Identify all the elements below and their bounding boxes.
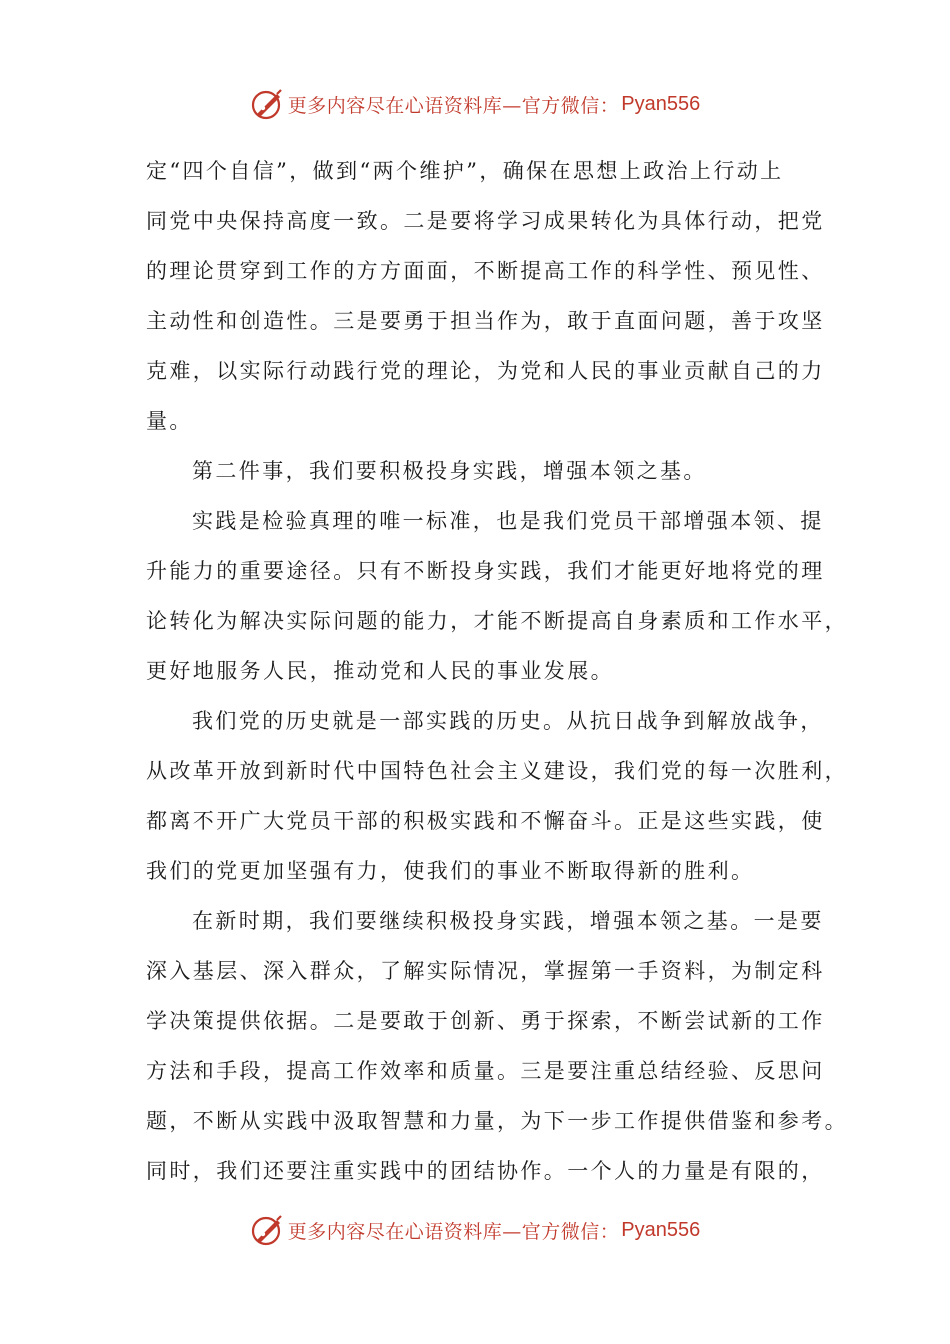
text-line: 在新时期，我们要继续积极投身实践，增强本领之基。一是要 (192, 909, 824, 933)
text-line: 更好地服务人民，推动党和人民的事业发展。 (146, 659, 614, 683)
pen-logo-icon (250, 1213, 284, 1247)
text-line: 量。 (146, 409, 193, 433)
text-line: 定“四个自信”，做到“两个维护”，确保在思想上政治上行动上 (146, 159, 784, 183)
pen-logo-icon (250, 87, 284, 121)
text-line: 深入基层、深入群众，了解实际情况，掌握第一手资料，为制定科 (146, 959, 825, 983)
text-line: 实践是检验真理的唯一标准，也是我们党员干部增强本领、提 (192, 509, 824, 533)
footer-watermark (0, 1210, 950, 1250)
watermark-text: 更多内容尽在心语资料库—官方微信： (287, 1220, 620, 1243)
watermark-handle: Pyan556 (621, 1218, 701, 1241)
text-line: 方法和手段，提高工作效率和质量。三是要注重总结经验、反思问 (146, 1059, 825, 1083)
text-line: 都离不开广大党员干部的积极实践和不懈奋斗。正是这些实践，使 (146, 809, 825, 833)
watermark-text: 更多内容尽在心语资料库—官方微信： (287, 94, 620, 117)
text-line: 升能力的重要途径。只有不断投身实践，我们才能更好地将党的理 (146, 559, 825, 583)
text-line: 我们的党更加坚强有力，使我们的事业不断取得新的胜利。 (146, 859, 755, 883)
text-line: 同时，我们还要注重实践中的团结协作。一个人的力量是有限的， (146, 1159, 825, 1183)
text-line: 克难，以实际行动践行党的理论，为党和人民的事业贡献自己的力 (146, 359, 825, 383)
text-line: 从改革开放到新时代中国特色社会主义建设，我们党的每一次胜利， (146, 759, 848, 783)
text-line: 题，不断从实践中汲取智慧和力量，为下一步工作提供借鉴和参考。 (146, 1109, 848, 1133)
text-line: 同党中央保持高度一致。二是要将学习成果转化为具体行动，把党 (146, 209, 825, 233)
text-line: 主动性和创造性。三是要勇于担当作为，敢于直面问题，善于攻坚 (146, 309, 825, 333)
text-line: 学决策提供依据。二是要敢于创新、勇于探索，不断尝试新的工作 (146, 1009, 825, 1033)
text-line: 我们党的历史就是一部实践的历史。从抗日战争到解放战争， (192, 709, 824, 733)
text-line: 论转化为解决实际问题的能力，才能不断提高自身素质和工作水平， (146, 609, 848, 633)
document-body (146, 146, 848, 1196)
text-line: 的理论贯穿到工作的方方面面，不断提高工作的科学性、预见性、 (146, 259, 825, 283)
header-watermark (0, 84, 950, 124)
text-line: 第二件事，我们要积极投身实践，增强本领之基。 (192, 459, 707, 483)
watermark-handle: Pyan556 (621, 92, 701, 115)
